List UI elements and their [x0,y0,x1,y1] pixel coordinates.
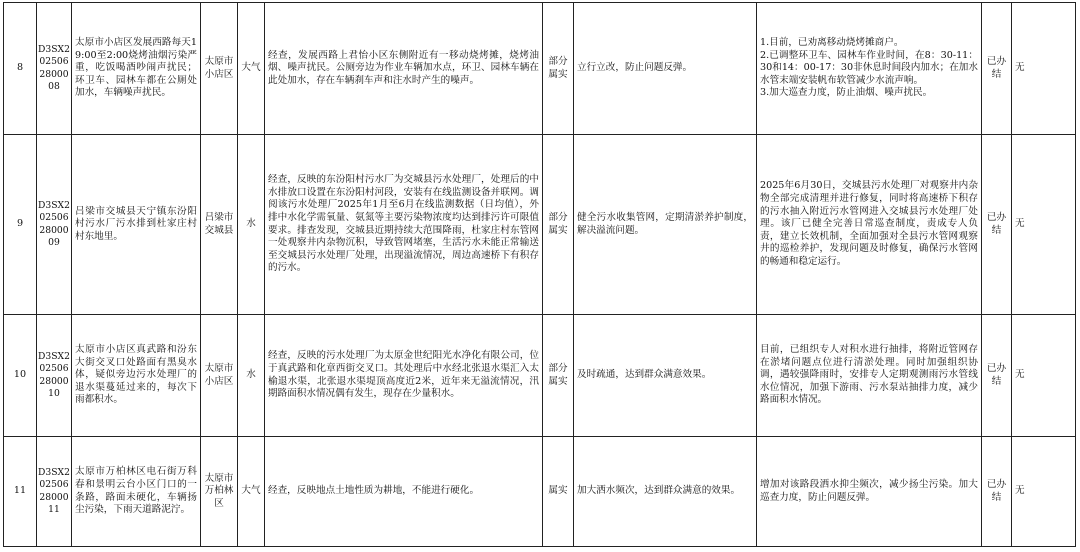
status: 已办结 [982,3,1012,135]
status: 已办结 [982,437,1012,547]
investigation-findings: 经查，反映的污水处理厂为太原金世纪阳光水净化有限公司，位于真武路和化章西街交叉口。其处理后中水经北张退水渠汇入太榆退水渠，北张退水渠堤顶高度近2米，近年来无溢流情况，汛期路面积水情况偶有发生，现存在少量积水。 [265,315,543,437]
district: 太原市小店区 [201,315,238,437]
status: 已办结 [982,135,1012,315]
pollution-type: 水 [238,315,265,437]
rectification-goal: 健全污水收集管网，定期清淤养护制度，解决溢流问题。 [574,135,757,315]
investigation-findings: 经查，反映地点土地性质为耕地，不能进行硬化。 [265,437,543,547]
complaint-content: 太原市小店区真武路和汾东大街交叉口处路面有黑臭水体，疑似旁边污水处理厂的退水渠蔓延过来的，每次下雨都积水。 [72,315,201,437]
case-code: D3SX2025062800010 [37,315,72,437]
rectification-measures: 目前，已组织专人对积水进行抽排，将附近管网存在淤堵问题点位进行清淤处理。同时加强组织协调，遇较强降雨时，安排专人定期观测雨污水管线水位情况，加强下游雨、污水泵站抽排力度，减少路面积水情况。 [757,315,982,437]
rectification-goal: 立行立改，防止问题反弹。 [574,3,757,135]
case-code: D3SX2025062800008 [37,3,72,135]
complaint-content: 太原市小店区发展西路每天19:00至2:00烧烤油烟污染严重，吃饭喝酒吵闹声扰民；环卫车、园林车都在公厕处加水，车辆噪声扰民。 [72,3,201,135]
table-row [4,3,1076,135]
case-code: D3SX2025062800011 [37,437,72,547]
table-row [4,135,1076,315]
row-number: 8 [4,3,37,135]
verdict: 部分属实 [543,3,574,135]
district: 吕梁市交城县 [201,135,238,315]
rectification-goal: 及时疏通，达到群众满意效果。 [574,315,757,437]
row-number: 11 [4,437,37,547]
rectification-measures: 2025年6月30日，交城县污水处理厂对观察井内杂物全部完成清理并进行修复，同时将高速桥下积存的污水抽入附近污水管网进入交城县污水处理厂处理。该厂已健全完善日常巡查制度，责成专人负责，建立长效机制，全面加强对全县污水管网观察井的巡检养护，发现问题及时修复，确保污水管网的畅通和稳定运行。 [757,135,982,315]
investigation-findings: 经查，反映的东汾阳村污水厂为交城县污水处理厂，处理后的中水排放口设置在东汾阳村河段，安装有在线监测设备并联网。调阅该污水处理厂2025年1月至6月在线监测数据（日均值），外排中水化学需氧量、氨氮等主要污染物浓度均达到排污许可限值要求。排查发现，交城县近期持续大范围降雨，杜家庄村东管网一处观察井内杂物沉积，导致管网堵塞，生活污水未能正常输送至交城县污水处理厂处理，出现溢流情况，周边高速桥下有积存的污水。 [265,135,543,315]
verdict: 部分属实 [543,135,574,315]
rectification-measures: 增加对该路段洒水抑尘频次，减少扬尘污染。加大巡查力度，防止问题反弹。 [757,437,982,547]
district: 太原市万柏林区 [201,437,238,547]
accountability: 无 [1012,135,1076,315]
row-number: 9 [4,135,37,315]
complaint-content: 太原市万柏林区电石街万科春和景明云台小区门口的一条路，路面未硬化，车辆扬尘污染，下雨天道路泥泞。 [72,437,201,547]
row-number: 10 [4,315,37,437]
verdict: 属实 [543,437,574,547]
status: 已办结 [982,315,1012,437]
investigation-findings: 经查，发展西路上君怡小区东侧附近有一移动烧烤摊，烧烤油烟、噪声扰民。公厕旁边为作业车辆加水点，环卫、园林车辆在此处加水，存在车辆刹车声和注水时产生的噪声。 [265,3,543,135]
accountability: 无 [1012,437,1076,547]
case-table [3,2,1076,547]
table-row [4,315,1076,437]
pollution-type: 大气 [238,437,265,547]
pollution-type: 大气 [238,3,265,135]
case-code: D3SX2025062800009 [37,135,72,315]
rectification-measures [757,3,982,135]
pollution-type: 水 [238,135,265,315]
accountability: 无 [1012,3,1076,135]
rectification-goal: 加大洒水频次，达到群众满意的效果。 [574,437,757,547]
table-row [4,437,1076,547]
district: 太原市小店区 [201,3,238,135]
complaint-content: 吕梁市交城县天宁镇东汾阳村污水厂污水排到杜家庄村村东地里。 [72,135,201,315]
accountability: 无 [1012,315,1076,437]
measures-text: 1.目前，已劝离移动烧烤摊商户。 2.已调整环卫车、园林车作业时间，在8：30-11：30和14：00-17：30非休息时间段内加水；在加水水管末端安装帆布软管减少水流声响。 3.加大巡查力度，防止油烟、噪声扰民。 [760,37,978,99]
verdict: 部分属实 [543,315,574,437]
